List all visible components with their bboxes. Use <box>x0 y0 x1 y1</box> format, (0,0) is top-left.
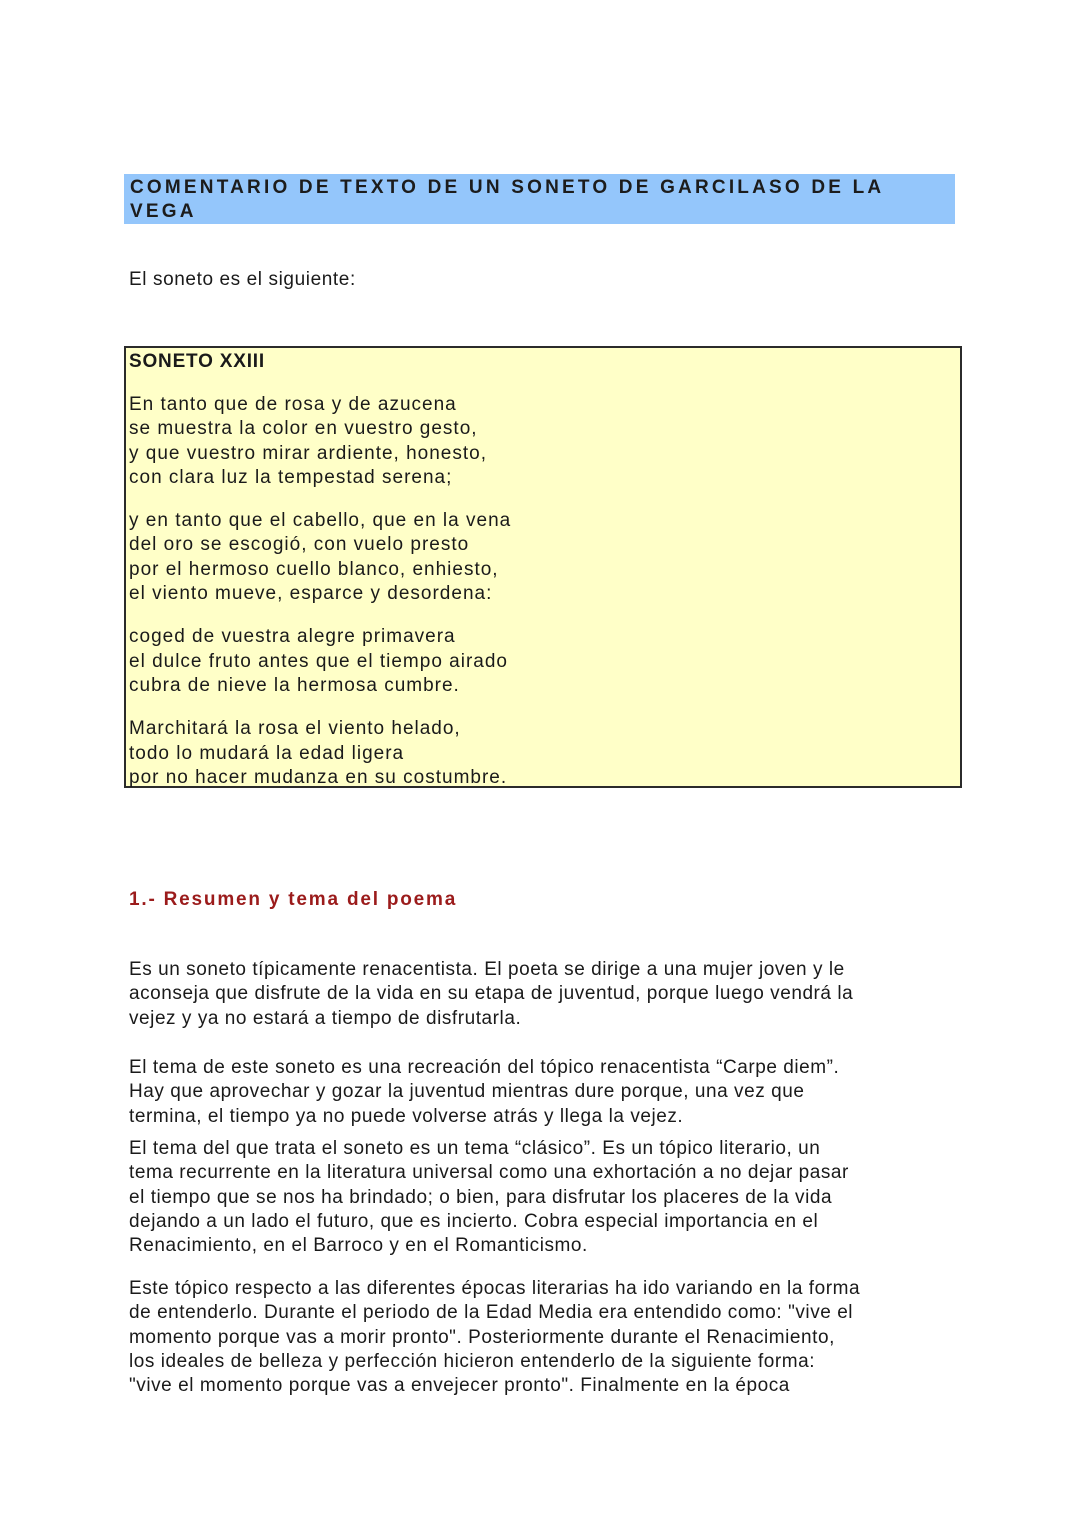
sonnet-stanza-4 <box>129 717 957 790</box>
verse-line: y en tanto que el cabello, que en la vena <box>129 510 512 532</box>
sonnet-stanza-2 <box>129 509 957 606</box>
document-title-line-1: COMENTARIO DE TEXTO DE UN SONETO DE GARCILASO DE LA <box>130 177 885 198</box>
paragraph-line: Renacimiento, en el Barroco y en el Romanticismo. <box>129 1235 588 1257</box>
paragraph-line: momento porque vas a morir pronto". Posteriormente durante el Renacimiento, <box>129 1326 835 1348</box>
verse-line: se muestra la color en vuestro gesto, <box>129 418 478 440</box>
paragraph-line: "vive el momento porque vas a envejecer pronto". Finalmente en la época <box>129 1375 790 1397</box>
document-title <box>130 176 949 224</box>
intro-text: El soneto es el siguiente: <box>129 269 356 290</box>
paragraph-line: termina, el tiempo ya no puede volverse atrás y llega la vejez. <box>129 1105 684 1127</box>
sonnet-title: SONETO XXIII <box>129 351 265 372</box>
paragraph-line: El tema del que trata el soneto es un tema “clásico”. Es un tópico literario, un <box>129 1138 821 1159</box>
verse-line: Marchitará la rosa el viento helado, <box>129 718 461 740</box>
sonnet-stanza-1 <box>129 393 957 490</box>
paragraph-line: de entenderlo. Durante el periodo de la Edad Media era entendido como: "vive el <box>129 1302 854 1324</box>
paragraph-line: Este tópico respecto a las diferentes épocas literarias ha ido variando en la forma <box>129 1278 861 1299</box>
sonnet-stanza-3 <box>129 625 957 698</box>
document-title-banner <box>124 174 955 224</box>
paragraph-theme <box>129 1056 959 1129</box>
verse-line: cubra de nieve la hermosa cumbre. <box>129 674 460 696</box>
verse-line: todo lo mudará la edad ligera <box>129 742 405 764</box>
verse-line: con clara luz la tempestad serena; <box>129 466 453 488</box>
document-title-line-2: VEGA <box>130 201 197 222</box>
paragraph-summary <box>129 958 959 1031</box>
section-heading: 1.- Resumen y tema del poema <box>129 889 458 910</box>
verse-line: y que vuestro mirar ardiente, honesto, <box>129 442 488 464</box>
paragraph-line: vejez y ya no estará a tiempo de disfrutarla. <box>129 1007 522 1029</box>
verse-line: del oro se escogió, con vuelo presto <box>129 534 470 556</box>
verse-line: coged de vuestra alegre primavera <box>129 626 456 648</box>
verse-line: el viento mueve, esparce y desordena: <box>129 583 493 605</box>
paragraph-classic-topic <box>129 1137 959 1258</box>
paragraph-line: Hay que aprovechar y gozar la juventud mientras dure porque, una vez que <box>129 1081 805 1103</box>
paragraph-line: Es un soneto típicamente renacentista. El poeta se dirige a una mujer joven y le <box>129 959 845 980</box>
verse-line: En tanto que de rosa y de azucena <box>129 394 457 415</box>
paragraph-line: los ideales de belleza y perfección hicieron entenderlo de la siguiente forma: <box>129 1350 816 1372</box>
paragraph-line: El tema de este soneto es una recreación del tópico renacentista “Carpe diem”. <box>129 1057 840 1078</box>
paragraph-line: aconseja que disfrute de la vida en su etapa de juventud, porque luego vendrá la <box>129 983 854 1005</box>
paragraph-line: tema recurrente en la literatura universal como una exhortación a no dejar pasar <box>129 1162 849 1184</box>
verse-line: por no hacer mudanza en su costumbre. <box>129 766 508 788</box>
verse-line: por el hermoso cuello blanco, enhiesto, <box>129 558 499 580</box>
paragraph-epochs <box>129 1277 959 1398</box>
sonnet-box <box>124 346 962 788</box>
paragraph-line: el tiempo que se nos ha brindado; o bien, para disfrutar los placeres de la vida <box>129 1186 833 1208</box>
paragraph-line: dejando a un lado el futuro, que es incierto. Cobra especial importancia en el <box>129 1210 819 1232</box>
verse-line: el dulce fruto antes que el tiempo airado <box>129 650 508 672</box>
